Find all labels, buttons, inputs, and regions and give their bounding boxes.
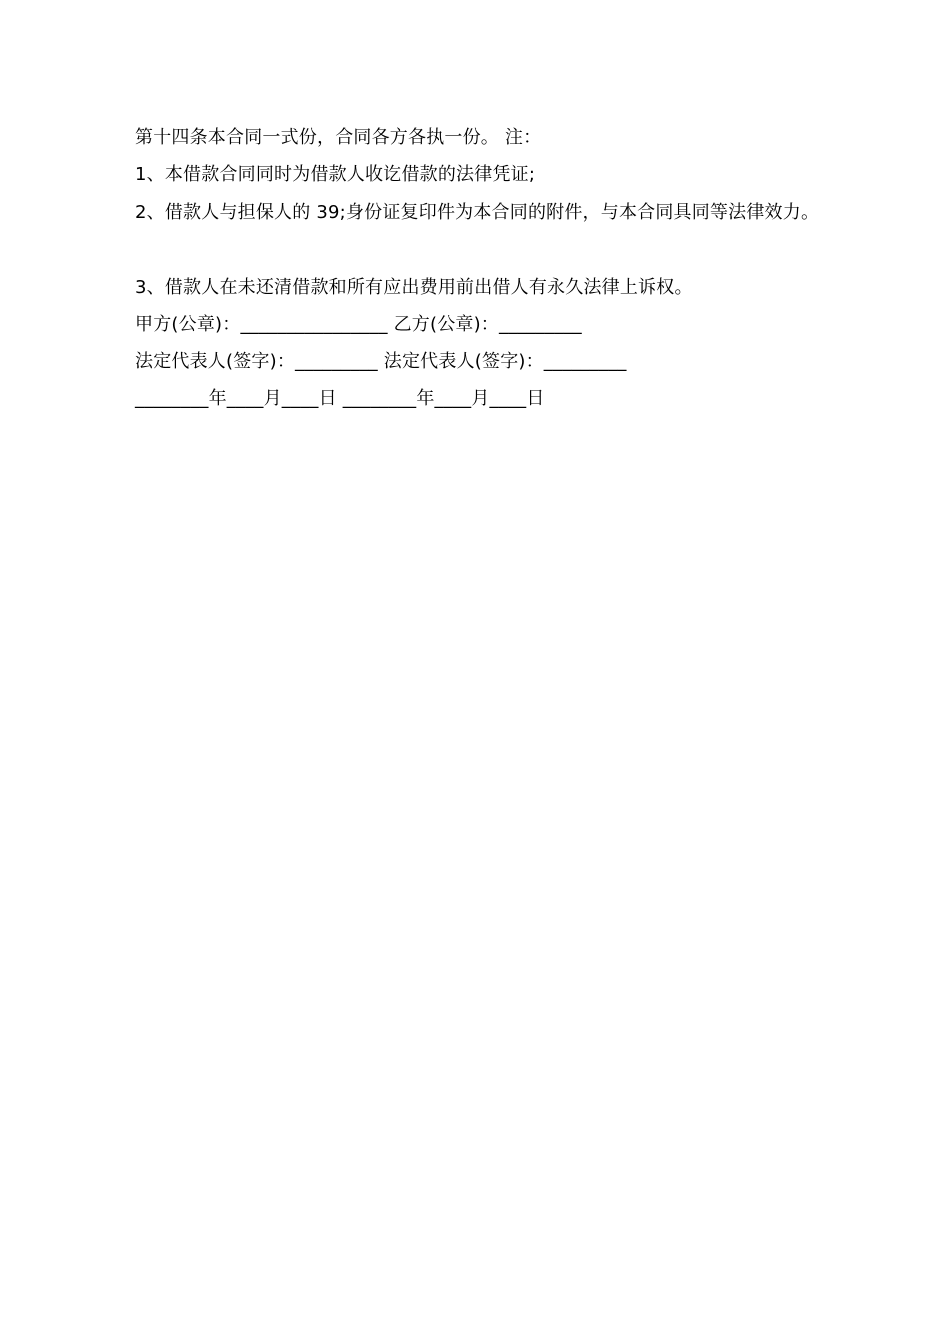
article-14-text: 第十四条本合同一式份，合同各方各执一份。 注：: [135, 127, 542, 148]
note-item-3: 3、借款人在未还清借款和所有应出费用前出借人有永久法律上诉权。: [135, 277, 693, 298]
date-line: ________年____月____日 ________年____月____日: [135, 388, 545, 409]
note-item-2: 2、借款人与担保人的 39;身份证复印件为本合同的附件，与本合同具同等法律效力。: [135, 202, 820, 223]
legal-representative-signature-line: 法定代表人(签字)：_________ 法定代表人(签字)：_________: [135, 351, 627, 372]
party-seal-line: 甲方(公章)：________________ 乙方(公章)：_________: [135, 314, 582, 335]
note-item-1: 1、本借款合同同时为借款人收讫借款的法律凭证;: [135, 164, 536, 185]
